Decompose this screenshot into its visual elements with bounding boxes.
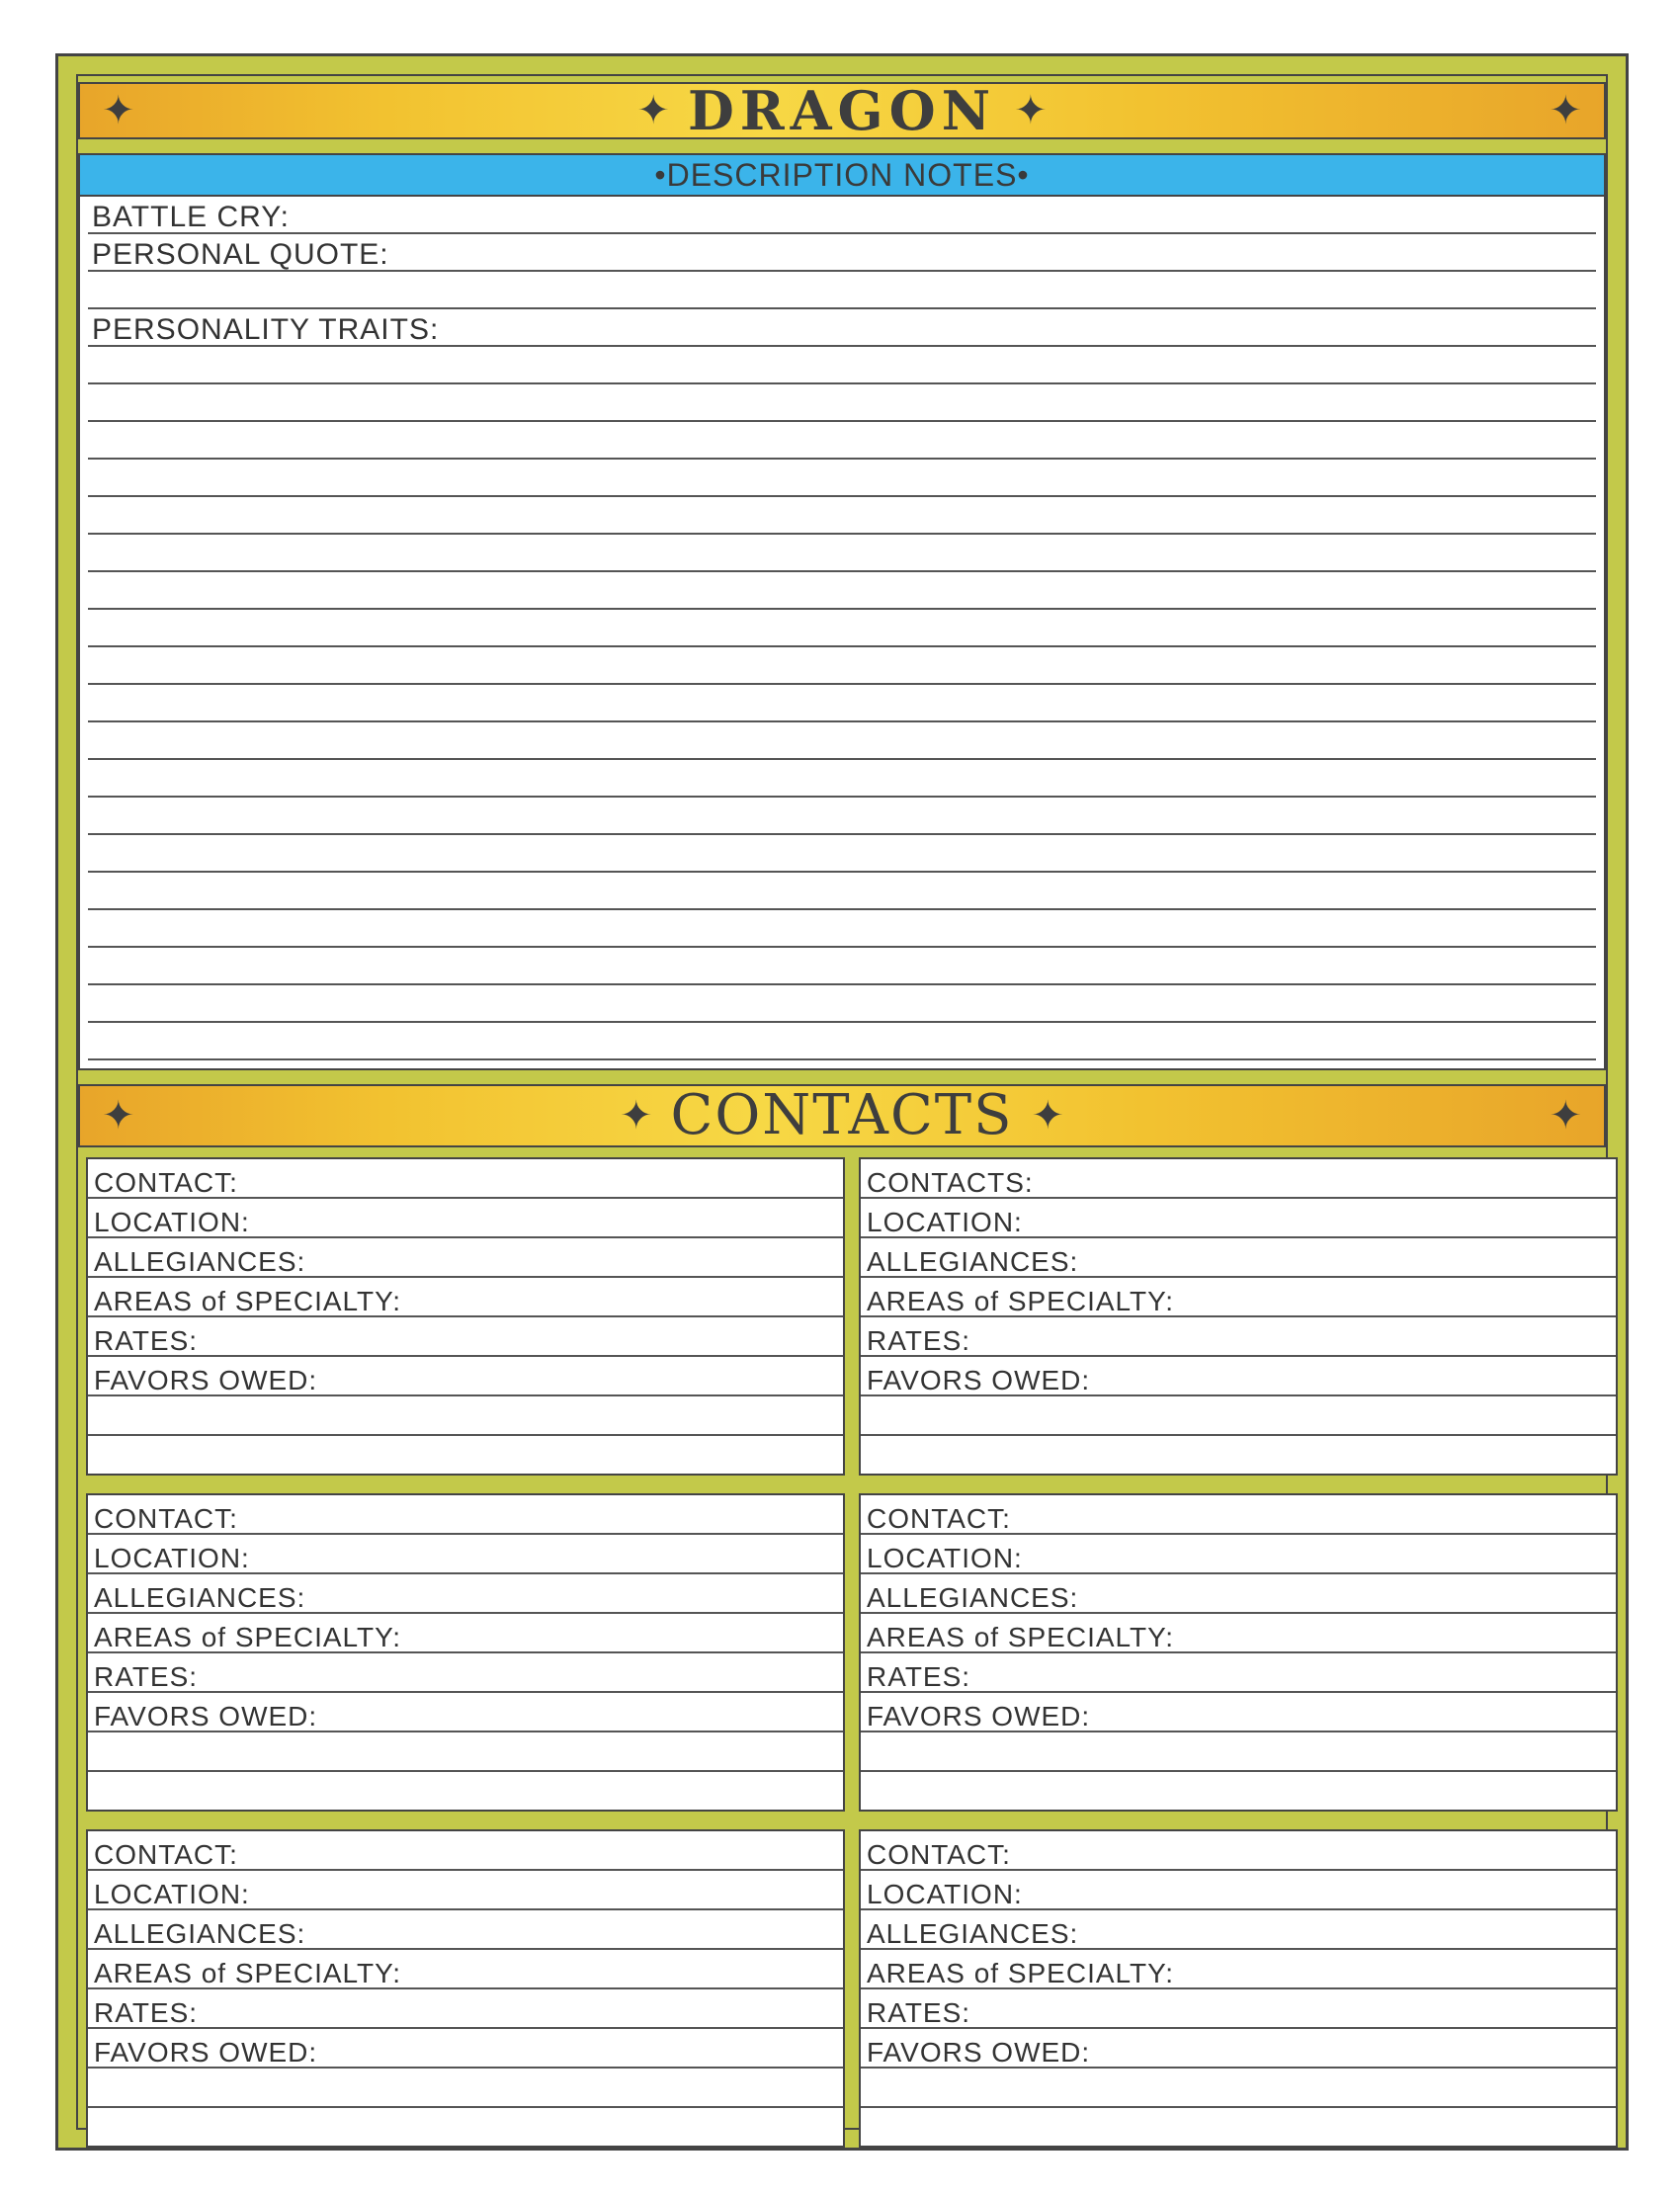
specialty-label: AREAS of SPECIALTY:: [94, 1958, 402, 1988]
rates-label: RATES:: [867, 1661, 971, 1692]
contact-card[interactable]: [859, 1157, 1618, 1476]
contact-label: CONTACT:: [867, 1503, 1011, 1534]
location-label: LOCATION:: [94, 1207, 250, 1237]
specialty-label: AREAS of SPECIALTY:: [94, 1622, 402, 1652]
four-point-star-icon: ✦: [1031, 1094, 1065, 1138]
location-label: LOCATION:: [867, 1543, 1023, 1573]
rates-label: RATES:: [94, 1661, 199, 1692]
specialty-label: AREAS of SPECIALTY:: [94, 1286, 402, 1316]
contacts-heading: CONTACTS: [670, 1083, 1014, 1147]
contact-label: CONTACT:: [867, 1839, 1011, 1870]
allegiances-label: ALLEGIANCES:: [867, 1918, 1079, 1949]
personality-traits-label: PERSONALITY TRAITS:: [92, 313, 440, 346]
contact-card[interactable]: [859, 1493, 1618, 1812]
description-notes-heading: •DESCRIPTION NOTES•: [80, 155, 1604, 197]
specialty-label: AREAS of SPECIALTY:: [867, 1286, 1175, 1316]
contact-card[interactable]: [859, 1829, 1618, 2148]
contact-label: CONTACTS:: [867, 1167, 1034, 1198]
character-sheet-frame: [55, 53, 1629, 2151]
location-label: LOCATION:: [867, 1207, 1023, 1237]
sheet-inner: [76, 74, 1608, 2130]
contact-label: CONTACT:: [94, 1167, 238, 1198]
favors-owed-label: FAVORS OWED:: [94, 1365, 318, 1395]
specialty-label: AREAS of SPECIALTY:: [867, 1958, 1175, 1988]
favors-owed-label: FAVORS OWED:: [867, 1701, 1091, 1731]
rates-label: RATES:: [94, 1325, 199, 1356]
contact-card[interactable]: [86, 1829, 845, 2148]
location-label: LOCATION:: [867, 1879, 1023, 1909]
four-point-star-icon: ✦: [1014, 89, 1048, 132]
title-banner: [78, 79, 1606, 142]
favors-owed-label: FAVORS OWED:: [94, 2037, 318, 2068]
contacts-banner: [78, 1084, 1606, 1147]
contact-card[interactable]: [86, 1157, 845, 1476]
four-point-star-icon: ✦: [102, 89, 135, 132]
personal-quote-label: PERSONAL QUOTE:: [92, 238, 389, 271]
location-label: LOCATION:: [94, 1879, 250, 1909]
rates-label: RATES:: [867, 1325, 971, 1356]
rates-label: RATES:: [94, 1997, 199, 2028]
allegiances-label: ALLEGIANCES:: [867, 1582, 1079, 1613]
contact-label: CONTACT:: [94, 1503, 238, 1534]
page-title: DRAGON: [687, 79, 997, 142]
allegiances-label: ALLEGIANCES:: [94, 1582, 306, 1613]
notes-lined-area[interactable]: [88, 197, 1596, 1060]
contact-card[interactable]: [86, 1493, 845, 1812]
rates-label: RATES:: [867, 1997, 971, 2028]
allegiances-label: ALLEGIANCES:: [94, 1246, 306, 1277]
four-point-star-icon: ✦: [636, 89, 670, 132]
four-point-star-icon: ✦: [1549, 1094, 1582, 1138]
favors-owed-label: FAVORS OWED:: [94, 1701, 318, 1731]
favors-owed-label: FAVORS OWED:: [867, 1365, 1091, 1395]
location-label: LOCATION:: [94, 1543, 250, 1573]
four-point-star-icon: ✦: [619, 1094, 653, 1138]
four-point-star-icon: ✦: [1549, 89, 1582, 132]
description-notes-section: [78, 153, 1606, 1070]
contact-label: CONTACT:: [94, 1839, 238, 1870]
allegiances-label: ALLEGIANCES:: [867, 1246, 1079, 1277]
contacts-grid: [78, 1157, 1606, 2128]
allegiances-label: ALLEGIANCES:: [94, 1918, 306, 1949]
four-point-star-icon: ✦: [102, 1094, 135, 1138]
specialty-label: AREAS of SPECIALTY:: [867, 1622, 1175, 1652]
favors-owed-label: FAVORS OWED:: [867, 2037, 1091, 2068]
battle-cry-label: BATTLE CRY:: [92, 201, 290, 233]
